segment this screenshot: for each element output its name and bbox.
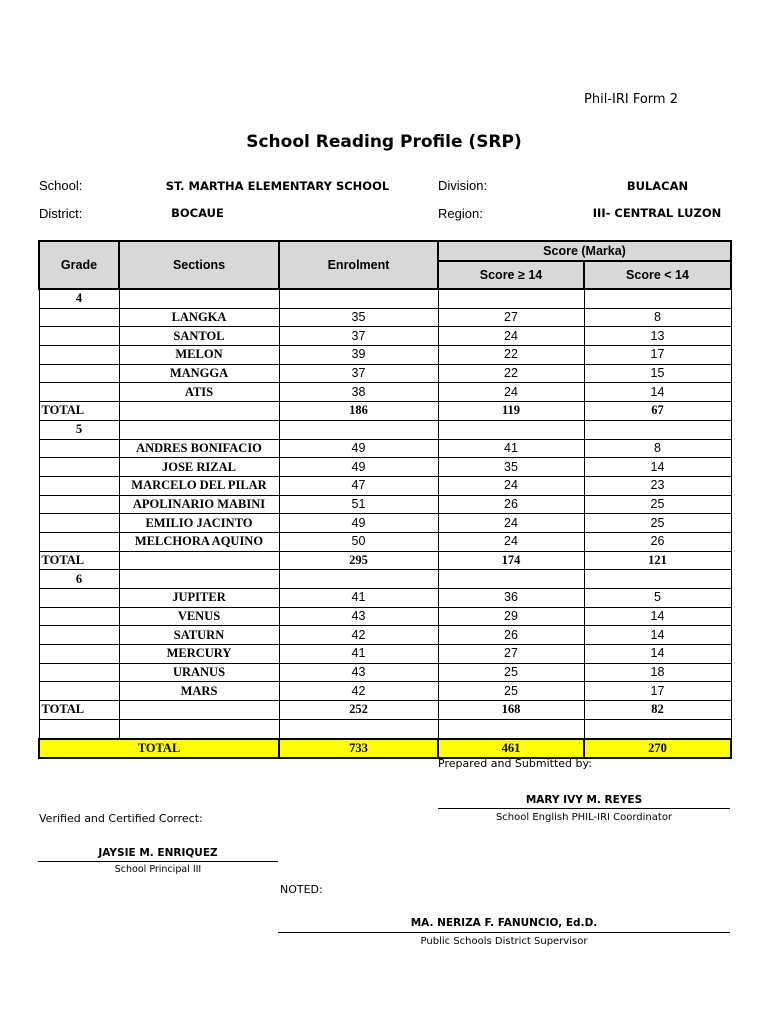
score-low-cell: 18 — [584, 663, 731, 682]
blank-cell — [119, 701, 279, 720]
enrolment-cell: 41 — [279, 645, 438, 664]
subtotal-score-low: 67 — [584, 402, 731, 421]
enrolment-cell: 35 — [279, 308, 438, 327]
subtotal-score-high: 168 — [438, 701, 584, 720]
table-row — [39, 364, 731, 383]
district-label: District: — [39, 206, 83, 221]
score-low-cell: 25 — [584, 495, 731, 514]
grand-total-row — [39, 739, 731, 759]
section-name-cell: ANDRES BONIFACIO — [119, 439, 279, 458]
subtotal-score-high: 174 — [438, 551, 584, 570]
subtotal-score-high: 119 — [438, 402, 584, 421]
blank-cell — [39, 607, 119, 626]
subtotal-enrolment: 186 — [279, 402, 438, 421]
subtotal-row — [39, 402, 731, 421]
header-sections: Sections — [119, 241, 279, 289]
blank-cell — [39, 383, 119, 402]
score-low-cell: 25 — [584, 514, 731, 533]
supervisor-role: Public Schools District Supervisor — [420, 936, 588, 947]
section-name-cell: SANTOL — [119, 327, 279, 346]
blank-cell — [438, 420, 584, 439]
enrolment-cell: 43 — [279, 607, 438, 626]
school-value: ST. MARTHA ELEMENTARY SCHOOL — [165, 179, 390, 193]
blank-cell — [39, 458, 119, 477]
table-row — [39, 682, 731, 701]
blank-cell — [584, 570, 731, 589]
section-name-cell: URANUS — [119, 663, 279, 682]
subtotal-row — [39, 551, 731, 570]
blank-cell — [39, 589, 119, 608]
blank-cell — [39, 495, 119, 514]
table-row — [39, 532, 731, 551]
grade-cell: 6 — [39, 570, 119, 589]
table-row — [39, 327, 731, 346]
score-high-cell: 22 — [438, 346, 584, 365]
section-name-cell: EMILIO JACINTO — [119, 514, 279, 533]
table-row — [39, 439, 731, 458]
subtotal-score-low: 121 — [584, 551, 731, 570]
table-row — [39, 308, 731, 327]
subtotal-row — [39, 701, 731, 720]
blank-cell — [279, 570, 438, 589]
supervisor-name: MA. NERIZA F. FANUNCIO, Ed.D. — [410, 917, 598, 929]
blank-cell — [438, 289, 584, 308]
blank-cell — [39, 682, 119, 701]
prepared-label: Prepared and Submitted by: — [438, 757, 592, 770]
blank-cell — [119, 570, 279, 589]
grade-cell: 5 — [39, 420, 119, 439]
score-high-cell: 24 — [438, 476, 584, 495]
principal-signature-line — [38, 861, 278, 862]
principal-role: School Principal III — [114, 864, 202, 875]
blank-cell — [39, 626, 119, 645]
score-high-cell: 24 — [438, 532, 584, 551]
enrolment-cell: 37 — [279, 364, 438, 383]
enrolment-cell: 49 — [279, 439, 438, 458]
blank-cell — [279, 719, 438, 738]
score-low-cell: 5 — [584, 589, 731, 608]
coordinator-name: MARY IVY M. REYES — [525, 794, 643, 806]
score-high-cell: 24 — [438, 383, 584, 402]
enrolment-cell: 51 — [279, 495, 438, 514]
score-low-cell: 23 — [584, 476, 731, 495]
grand-total-label: TOTAL — [39, 739, 279, 759]
grade-cell: 4 — [39, 289, 119, 308]
grade-row — [39, 289, 731, 308]
blank-cell — [39, 476, 119, 495]
score-high-cell: 22 — [438, 364, 584, 383]
score-high-cell: 27 — [438, 645, 584, 664]
score-low-cell: 8 — [584, 439, 731, 458]
score-high-cell: 24 — [438, 327, 584, 346]
section-name-cell: LANGKA — [119, 308, 279, 327]
section-name-cell: MERCURY — [119, 645, 279, 664]
region-label: Region: — [438, 206, 483, 221]
coordinator-signature-line — [438, 808, 730, 809]
blank-cell — [39, 346, 119, 365]
blank-cell — [279, 420, 438, 439]
score-high-cell: 25 — [438, 663, 584, 682]
blank-cell — [39, 532, 119, 551]
score-low-cell: 14 — [584, 607, 731, 626]
section-name-cell: MANGGA — [119, 364, 279, 383]
enrolment-cell: 49 — [279, 514, 438, 533]
score-high-cell: 26 — [438, 495, 584, 514]
school-label: School: — [39, 178, 83, 193]
enrolment-cell: 42 — [279, 682, 438, 701]
blank-cell — [39, 719, 119, 738]
table-row — [39, 346, 731, 365]
blank-cell — [119, 402, 279, 421]
division-label: Division: — [438, 178, 488, 193]
score-low-cell: 13 — [584, 327, 731, 346]
section-name-cell: MARCELO DEL PILAR — [119, 476, 279, 495]
score-low-cell: 14 — [584, 645, 731, 664]
supervisor-signature-line — [278, 932, 730, 933]
blank-row — [39, 719, 731, 738]
score-high-cell: 36 — [438, 589, 584, 608]
enrolment-cell: 42 — [279, 626, 438, 645]
header-grade: Grade — [39, 241, 119, 289]
score-low-cell: 17 — [584, 346, 731, 365]
score-high-cell: 27 — [438, 308, 584, 327]
blank-cell — [584, 420, 731, 439]
header-score-high: Score ≥ 14 — [438, 261, 584, 289]
table-row — [39, 383, 731, 402]
blank-cell — [119, 719, 279, 738]
table-row — [39, 645, 731, 664]
noted-label: NOTED: — [280, 883, 323, 896]
blank-cell — [438, 570, 584, 589]
blank-cell — [584, 289, 731, 308]
form-id: Phil-IRI Form 2 — [584, 92, 678, 107]
coordinator-role: School English PHIL-IRI Coordinator — [495, 812, 673, 823]
score-high-cell: 26 — [438, 626, 584, 645]
table-row — [39, 514, 731, 533]
grade-row — [39, 570, 731, 589]
score-low-cell: 8 — [584, 308, 731, 327]
table-row — [39, 589, 731, 608]
blank-cell — [119, 420, 279, 439]
subtotal-score-low: 82 — [584, 701, 731, 720]
blank-cell — [39, 663, 119, 682]
district-value: BOCAUE — [171, 206, 224, 220]
division-value: BULACAN — [626, 179, 689, 193]
table-row — [39, 607, 731, 626]
section-name-cell: JOSE RIZAL — [119, 458, 279, 477]
header-enrolment: Enrolment — [279, 241, 438, 289]
blank-cell — [438, 719, 584, 738]
section-name-cell: MELON — [119, 346, 279, 365]
score-high-cell: 25 — [438, 682, 584, 701]
section-name-cell: MELCHORA AQUINO — [119, 532, 279, 551]
table-row — [39, 458, 731, 477]
grand-total-score-low: 270 — [584, 739, 731, 759]
subtotal-label: TOTAL — [39, 701, 119, 720]
subtotal-enrolment: 295 — [279, 551, 438, 570]
enrolment-cell: 39 — [279, 346, 438, 365]
score-low-cell: 26 — [584, 532, 731, 551]
blank-cell — [584, 719, 731, 738]
header-score-group: Score (Marka) — [438, 241, 731, 261]
table-row — [39, 663, 731, 682]
score-high-cell: 29 — [438, 607, 584, 626]
score-low-cell: 17 — [584, 682, 731, 701]
grand-total-enrolment: 733 — [279, 739, 438, 759]
blank-cell — [39, 645, 119, 664]
score-high-cell: 24 — [438, 514, 584, 533]
section-name-cell: APOLINARIO MABINI — [119, 495, 279, 514]
score-low-cell: 14 — [584, 626, 731, 645]
score-low-cell: 14 — [584, 458, 731, 477]
score-high-cell: 41 — [438, 439, 584, 458]
enrolment-cell: 47 — [279, 476, 438, 495]
enrolment-cell: 38 — [279, 383, 438, 402]
score-low-cell: 14 — [584, 383, 731, 402]
subtotal-enrolment: 252 — [279, 701, 438, 720]
score-high-cell: 35 — [438, 458, 584, 477]
region-value: III- CENTRAL LUZON — [592, 206, 722, 220]
blank-cell — [39, 327, 119, 346]
score-low-cell: 15 — [584, 364, 731, 383]
reading-profile-table — [38, 240, 732, 759]
blank-cell — [39, 514, 119, 533]
header-score-low: Score < 14 — [584, 261, 731, 289]
grand-total-score-high: 461 — [438, 739, 584, 759]
blank-cell — [39, 364, 119, 383]
enrolment-cell: 37 — [279, 327, 438, 346]
enrolment-cell: 49 — [279, 458, 438, 477]
subtotal-label: TOTAL — [39, 551, 119, 570]
section-name-cell: ATIS — [119, 383, 279, 402]
section-name-cell: SATURN — [119, 626, 279, 645]
table-row — [39, 495, 731, 514]
verified-label: Verified and Certified Correct: — [39, 812, 203, 825]
subtotal-label: TOTAL — [39, 402, 119, 421]
table-body — [39, 289, 731, 758]
principal-name: JAYSIE M. ENRIQUEZ — [98, 847, 218, 859]
blank-cell — [39, 439, 119, 458]
blank-cell — [39, 308, 119, 327]
enrolment-cell: 43 — [279, 663, 438, 682]
blank-cell — [279, 289, 438, 308]
table-row — [39, 626, 731, 645]
table-row — [39, 476, 731, 495]
enrolment-cell: 41 — [279, 589, 438, 608]
grade-row — [39, 420, 731, 439]
blank-cell — [119, 289, 279, 308]
section-name-cell: VENUS — [119, 607, 279, 626]
section-name-cell: JUPITER — [119, 589, 279, 608]
blank-cell — [119, 551, 279, 570]
enrolment-cell: 50 — [279, 532, 438, 551]
section-name-cell: MARS — [119, 682, 279, 701]
page-title: School Reading Profile (SRP) — [246, 132, 522, 152]
